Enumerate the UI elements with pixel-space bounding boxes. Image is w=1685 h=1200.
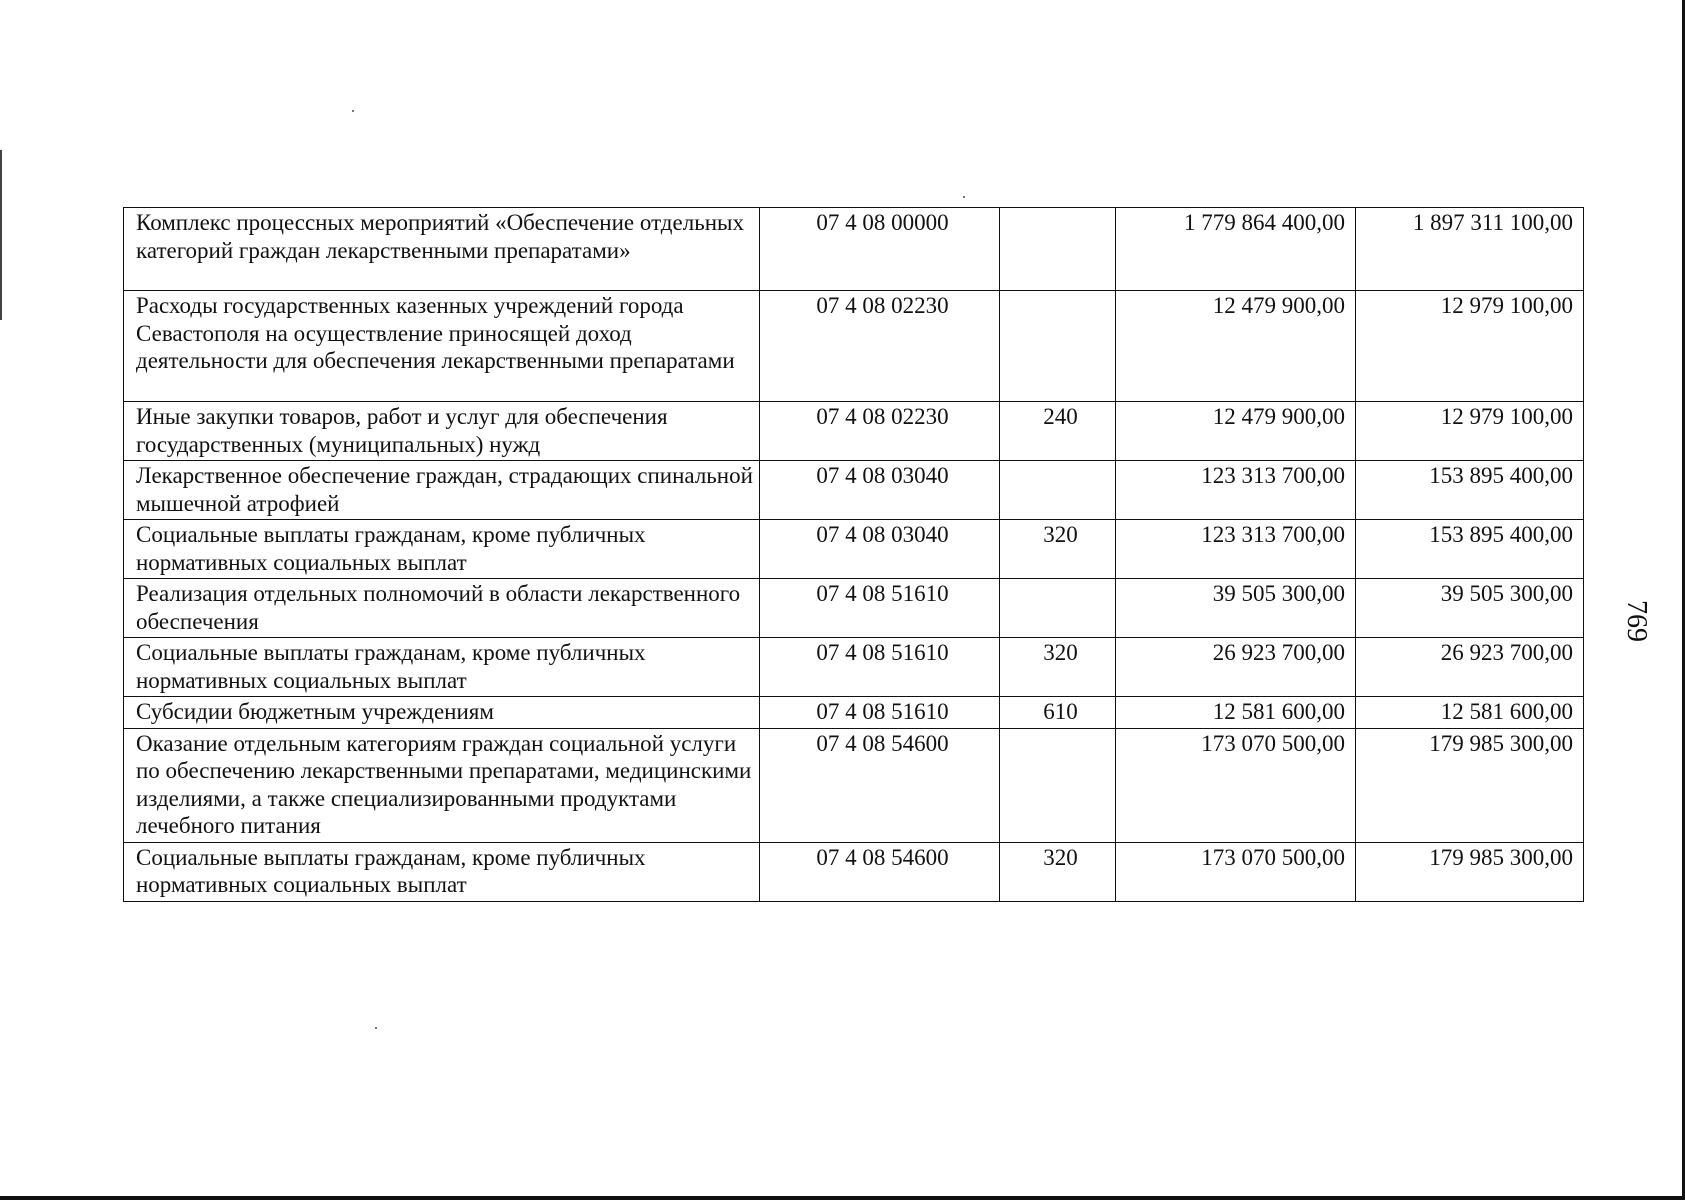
table-row — [124, 842, 1584, 901]
row-name: Социальные выплаты гражданам, кроме публичных нормативных социальных выплат — [124, 638, 760, 697]
row-amount-2: 1 897 311 100,00 — [1356, 208, 1584, 291]
scan-speck — [963, 196, 965, 198]
row-name: Социальные выплаты гражданам, кроме публичных нормативных социальных выплат — [124, 842, 760, 901]
table-row — [124, 728, 1584, 842]
row-name: Социальные выплаты гражданам, кроме публичных нормативных социальных выплат — [124, 520, 760, 579]
row-amount-1: 173 070 500,00 — [1116, 842, 1356, 901]
row-amount-1: 12 479 900,00 — [1116, 291, 1356, 402]
scan-speck — [375, 1027, 377, 1029]
row-name: Иные закупки товаров, работ и услуг для обеспечения государственных (муниципальных) нужд — [124, 402, 760, 461]
table-row — [124, 461, 1584, 520]
scan-speck — [352, 110, 354, 112]
table-row — [124, 291, 1584, 402]
row-amount-2: 179 985 300,00 — [1356, 728, 1584, 842]
row-type: 240 — [1000, 402, 1116, 461]
row-amount-1: 123 313 700,00 — [1116, 520, 1356, 579]
row-amount-1: 12 581 600,00 — [1116, 697, 1356, 729]
row-code: 07 4 08 02230 — [760, 402, 1000, 461]
table-row — [124, 520, 1584, 579]
row-amount-2: 12 979 100,00 — [1356, 402, 1584, 461]
table-row — [124, 579, 1584, 638]
row-code: 07 4 08 51610 — [760, 697, 1000, 729]
row-name: Комплекс процессных мероприятий «Обеспечение отдельных категорий граждан лекарственными препаратами» — [124, 208, 760, 291]
row-type — [1000, 208, 1116, 291]
row-amount-2: 39 505 300,00 — [1356, 579, 1584, 638]
row-amount-2: 179 985 300,00 — [1356, 842, 1584, 901]
row-code: 07 4 08 51610 — [760, 638, 1000, 697]
row-amount-1: 123 313 700,00 — [1116, 461, 1356, 520]
table-row — [124, 402, 1584, 461]
row-amount-2: 153 895 400,00 — [1356, 520, 1584, 579]
table-row — [124, 638, 1584, 697]
row-code: 07 4 08 03040 — [760, 520, 1000, 579]
table-row — [124, 697, 1584, 729]
row-type: 320 — [1000, 638, 1116, 697]
row-name: Реализация отдельных полномочий в области лекарственного обеспечения — [124, 579, 760, 638]
row-code: 07 4 08 54600 — [760, 842, 1000, 901]
row-name: Оказание отдельным категориям граждан социальной услуги по обеспечению лекарственными препаратами, медицинскими изделиями, а также специализированными продуктами лечебного питания — [124, 728, 760, 842]
row-name: Лекарственное обеспечение граждан, страдающих спинальной мышечной атрофией — [124, 461, 760, 520]
row-code: 07 4 08 00000 — [760, 208, 1000, 291]
row-amount-2: 12 979 100,00 — [1356, 291, 1584, 402]
row-type — [1000, 291, 1116, 402]
row-type: 320 — [1000, 842, 1116, 901]
scan-edge-left-mark — [0, 150, 2, 320]
row-amount-1: 12 479 900,00 — [1116, 402, 1356, 461]
row-code: 07 4 08 03040 — [760, 461, 1000, 520]
page-number: 769 — [1621, 600, 1652, 642]
row-amount-1: 173 070 500,00 — [1116, 728, 1356, 842]
row-code: 07 4 08 51610 — [760, 579, 1000, 638]
row-amount-1: 26 923 700,00 — [1116, 638, 1356, 697]
row-amount-2: 153 895 400,00 — [1356, 461, 1584, 520]
row-name: Расходы государственных казенных учреждений города Севастополя на осуществление приносящей доход деятельности для обеспечения лекарственными препаратами — [124, 291, 760, 402]
row-type — [1000, 461, 1116, 520]
row-name: Субсидии бюджетным учреждениям — [124, 697, 760, 729]
table-row — [124, 208, 1584, 291]
scan-edge-bottom — [0, 1196, 1685, 1200]
row-amount-1: 1 779 864 400,00 — [1116, 208, 1356, 291]
row-amount-1: 39 505 300,00 — [1116, 579, 1356, 638]
row-type — [1000, 728, 1116, 842]
row-type: 610 — [1000, 697, 1116, 729]
row-type: 320 — [1000, 520, 1116, 579]
row-type — [1000, 579, 1116, 638]
row-code: 07 4 08 02230 — [760, 291, 1000, 402]
row-amount-2: 26 923 700,00 — [1356, 638, 1584, 697]
budget-table — [123, 207, 1584, 902]
row-code: 07 4 08 54600 — [760, 728, 1000, 842]
row-amount-2: 12 581 600,00 — [1356, 697, 1584, 729]
